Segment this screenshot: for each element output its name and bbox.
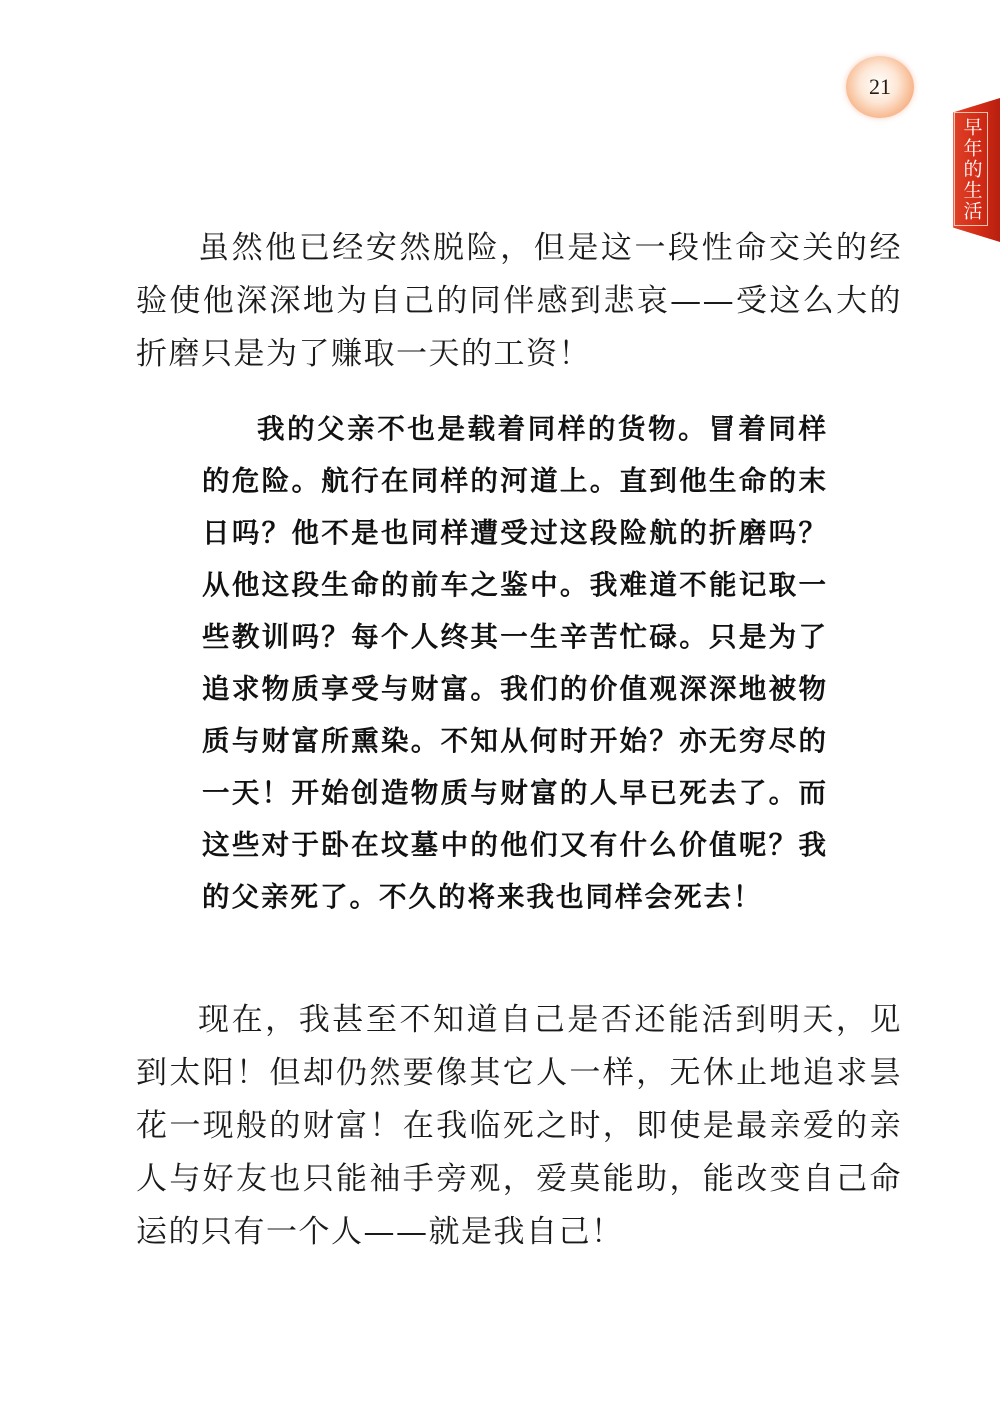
body-paragraph-3: 现在，我甚至不知道自己是否还能活到明天，见到太阳！但却仍然要像其它人一样，无休止地追求昙花一现般的财富！在我临死之时，即使是最亲爱的亲人与好友也只能袖手旁观，爱莫能助，能改变自己命运的只有一个人——就是我自己！ <box>136 1002 902 1250</box>
page-number: 21 <box>869 74 891 99</box>
quoted-passage: 我的父亲不也是载着同样的货物。冒着同样的危险。航行在同样的河道上。直到他生命的末日吗？他不是也同样遭受过这段险航的折磨吗？从他这段生命的前车之鉴中。我难道不能记取一些教训吗？每个人终其一生辛苦忙碌。只是为了追求物质享受与财富。我们的价值观深深地被物质与财富所熏染。不知从何时开始？亦无穷尽的一天！开始创造物质与财富的人早已死去了。而这些对于卧在坟墓中的他们又有什么价值呢？我的父亲死了。不久的将来我也同样会死去！ <box>202 413 828 913</box>
chapter-title: 早年的生活 <box>960 116 983 222</box>
body-paragraph-1: 虽然他已经安然脱险，但是这一段性命交关的经验使他深深地为自己的同伴感到悲哀——受这么大的折磨只是为了赚取一天的工资！ <box>136 230 902 372</box>
page-number-badge <box>846 56 914 118</box>
chapter-tab-frame <box>954 112 988 226</box>
